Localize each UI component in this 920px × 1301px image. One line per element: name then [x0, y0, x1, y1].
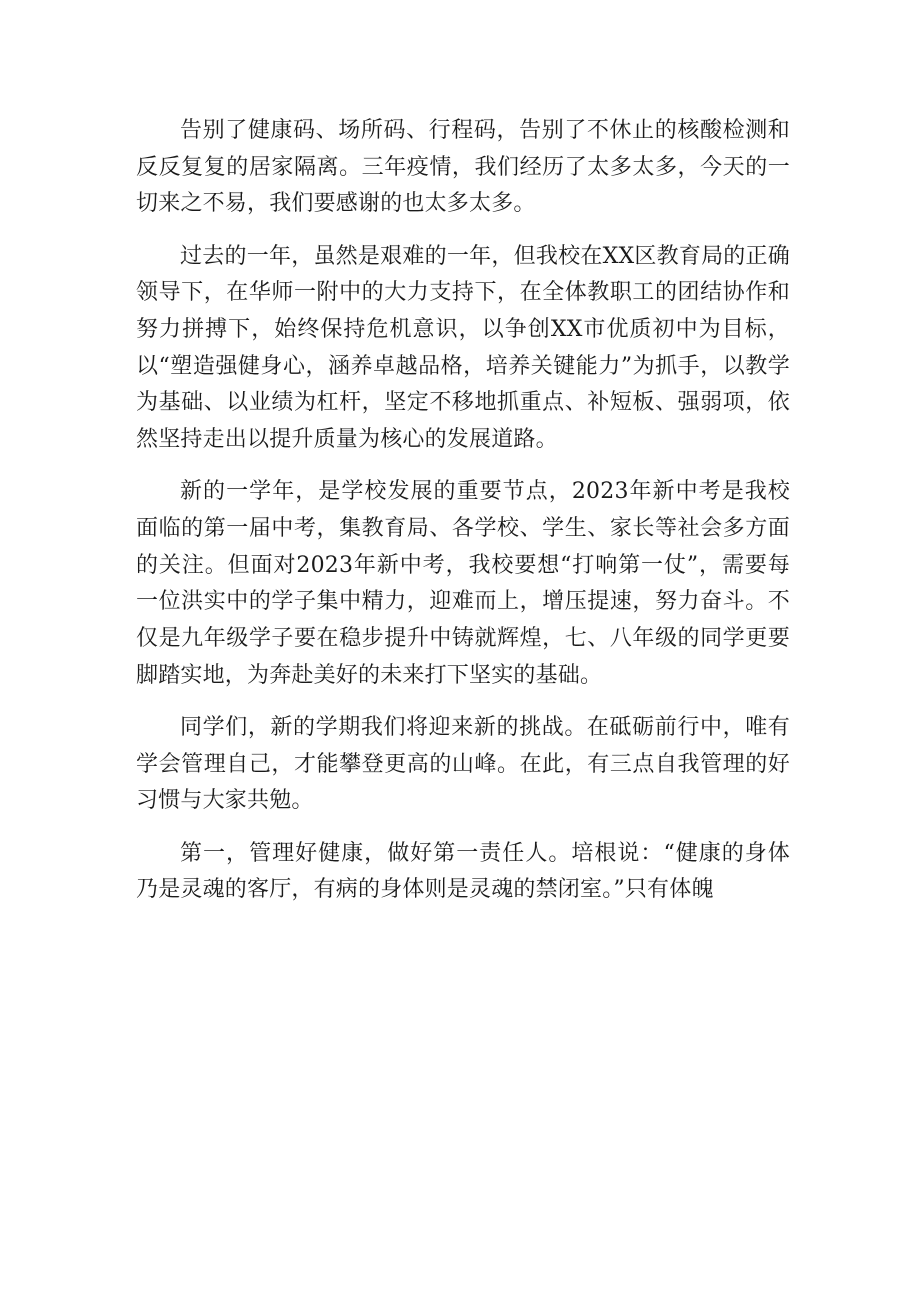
paragraph-4: 同学们，新的学期我们将迎来新的挑战。在砥砺前行中，唯有学会管理自己，才能攀登更高的山峰。在此，有三点自我管理的好习惯与大家共勉。 — [136, 715, 790, 814]
document-body — [136, 113, 790, 925]
paragraph-3: 新的一学年，是学校发展的重要节点，2023年新中考是我校面临的第一届中考，集教育局、各学校、学生、家长等社会多方面的关注。但面对2023年新中考，我校要想“打响第一仗”，需要每一位洪实中的学子集中精力，迎难而上，增压提速，努力奋斗。不仅是九年级学子要在稳步提升中铸就辉煌，七、八年级的同学更要脚踏实地，为奔赴美好的未来打下坚实的基础。 — [136, 479, 790, 688]
paragraph-1: 告别了健康码、场所码、行程码，告别了不休止的核酸检测和反反复复的居家隔离。三年疫情，我们经历了太多太多，今天的一切来之不易，我们要感谢的也太多太多。 — [136, 118, 790, 217]
paragraph-5: 第一，管理好健康，做好第一责任人。培根说：“健康的身体乃是灵魂的客厅，有病的身体则是灵魂的禁闭室。”只有体魄 — [136, 840, 790, 903]
paragraph-2: 过去的一年，虽然是艰难的一年，但我校在XX区教育局的正确领导下，在华师一附中的大力支持下，在全体教职工的团结协作和努力拼搏下，始终保持危机意识，以争创XX市优质初中为目标，以“塑造强健身心，涵养卓越品格，培养关键能力”为抓手，以教学为基础、以业绩为杠杆，坚定不移地抓重点、补短板、强弱项，依然坚持走出以提升质量为核心的发展道路。 — [136, 243, 790, 453]
